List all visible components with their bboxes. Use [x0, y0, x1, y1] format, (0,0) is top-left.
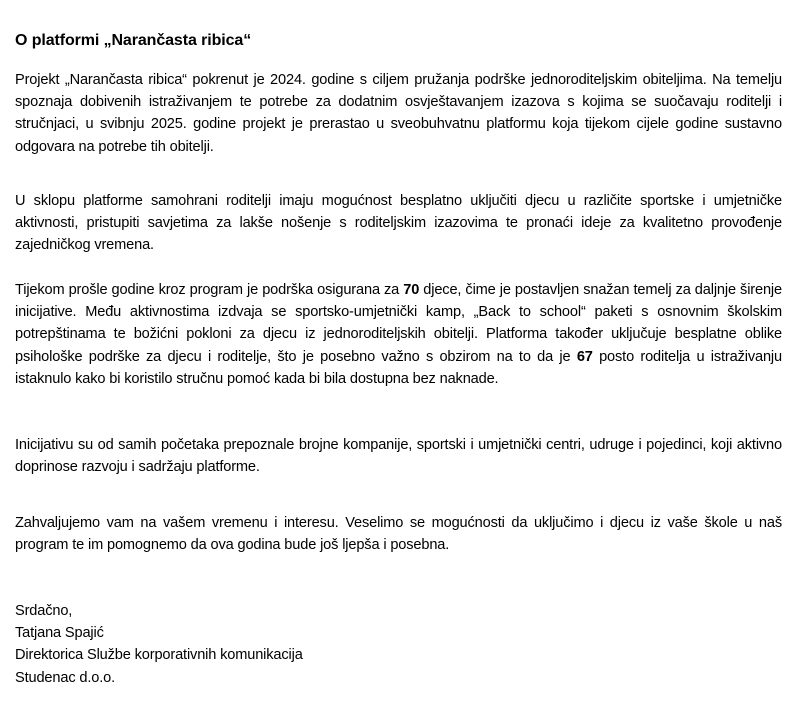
- children-count-highlight: 70: [403, 282, 420, 298]
- paragraph-text: Tijekom prošle godine kroz program je podrška osigurana za: [15, 282, 404, 298]
- paragraph-text: posto roditelja u istraživanju istaknulo kako bi koristilo stručnu pomoć kada bi bila dostupna bez naknade.: [15, 348, 782, 387]
- paragraph-supporters: [15, 434, 782, 478]
- signature-block: [15, 600, 303, 689]
- paragraph-thanks: [15, 512, 782, 556]
- percent-highlight: 67: [576, 348, 593, 365]
- signature-closing: Srdačno,: [15, 603, 73, 619]
- signature-name: Tatjana Spajić: [15, 625, 104, 642]
- paragraph-text: Zahvaljujemo vam na vašem vremenu i interesu. Veselimo se mogućnosti da uključimo i djecu iz vaše škole u naš program te im pomognemo da ova godina bude još ljepša i posebna.: [15, 515, 782, 554]
- paragraph-platform-features: [15, 190, 782, 257]
- signature-company: Studenac d.o.o.: [15, 669, 115, 686]
- document-heading: O platformi „Narančasta ribica“: [15, 32, 252, 49]
- paragraph-last-year-results: [15, 279, 782, 390]
- paragraph-text: Projekt „Narančasta ribica“ pokrenut je 2024. godine s ciljem pružanja podrške jednoroditeljskim obiteljima. Na temelju spoznaja dobivenih istraživanjem te potrebe za dodatnim osvještavanjem izazova s kojima se suočavaju roditelji i stručnjaci, u svibnju 2025. godine projekt je prerastao u sveobuhvatnu platformu koja tijekom cijele godine sustavno odgovara na potrebe tih obitelji.: [15, 72, 782, 155]
- signature-title: Direktorica Službe korporativnih komunikacija: [15, 647, 303, 664]
- paragraph-project-intro: [15, 69, 782, 158]
- paragraph-text: U sklopu platforme samohrani roditelji imaju mogućnost besplatno uključiti djecu u različite sportske i umjetničke aktivnosti, pristupiti savjetima za lakše nošenje s roditeljskim izazovima te pronaći ideje za kvalitetno provođenje zajedničkog vremena.: [15, 193, 782, 254]
- paragraph-text: Inicijativu su od samih početaka prepoznale brojne kompanije, sportski i umjetnički centri, udruge i pojedinci, koji aktivno doprinose razvoju i sadržaju platforme.: [15, 437, 782, 476]
- paragraph-text: djece, čime je postavljen snažan temelj za daljnje širenje inicijative. Među aktivnostima izdvaja se sportsko-umjetnički kamp, „Back to school“ paketi s osnovnim školskim potrepštinama te božićni pokloni za djecu iz jednoroditeljskih obitelji. Platforma također uključuje besplatne oblike psihološke podrške za djecu i roditelje, što je posebno važno s obzirom na to da je: [15, 282, 782, 365]
